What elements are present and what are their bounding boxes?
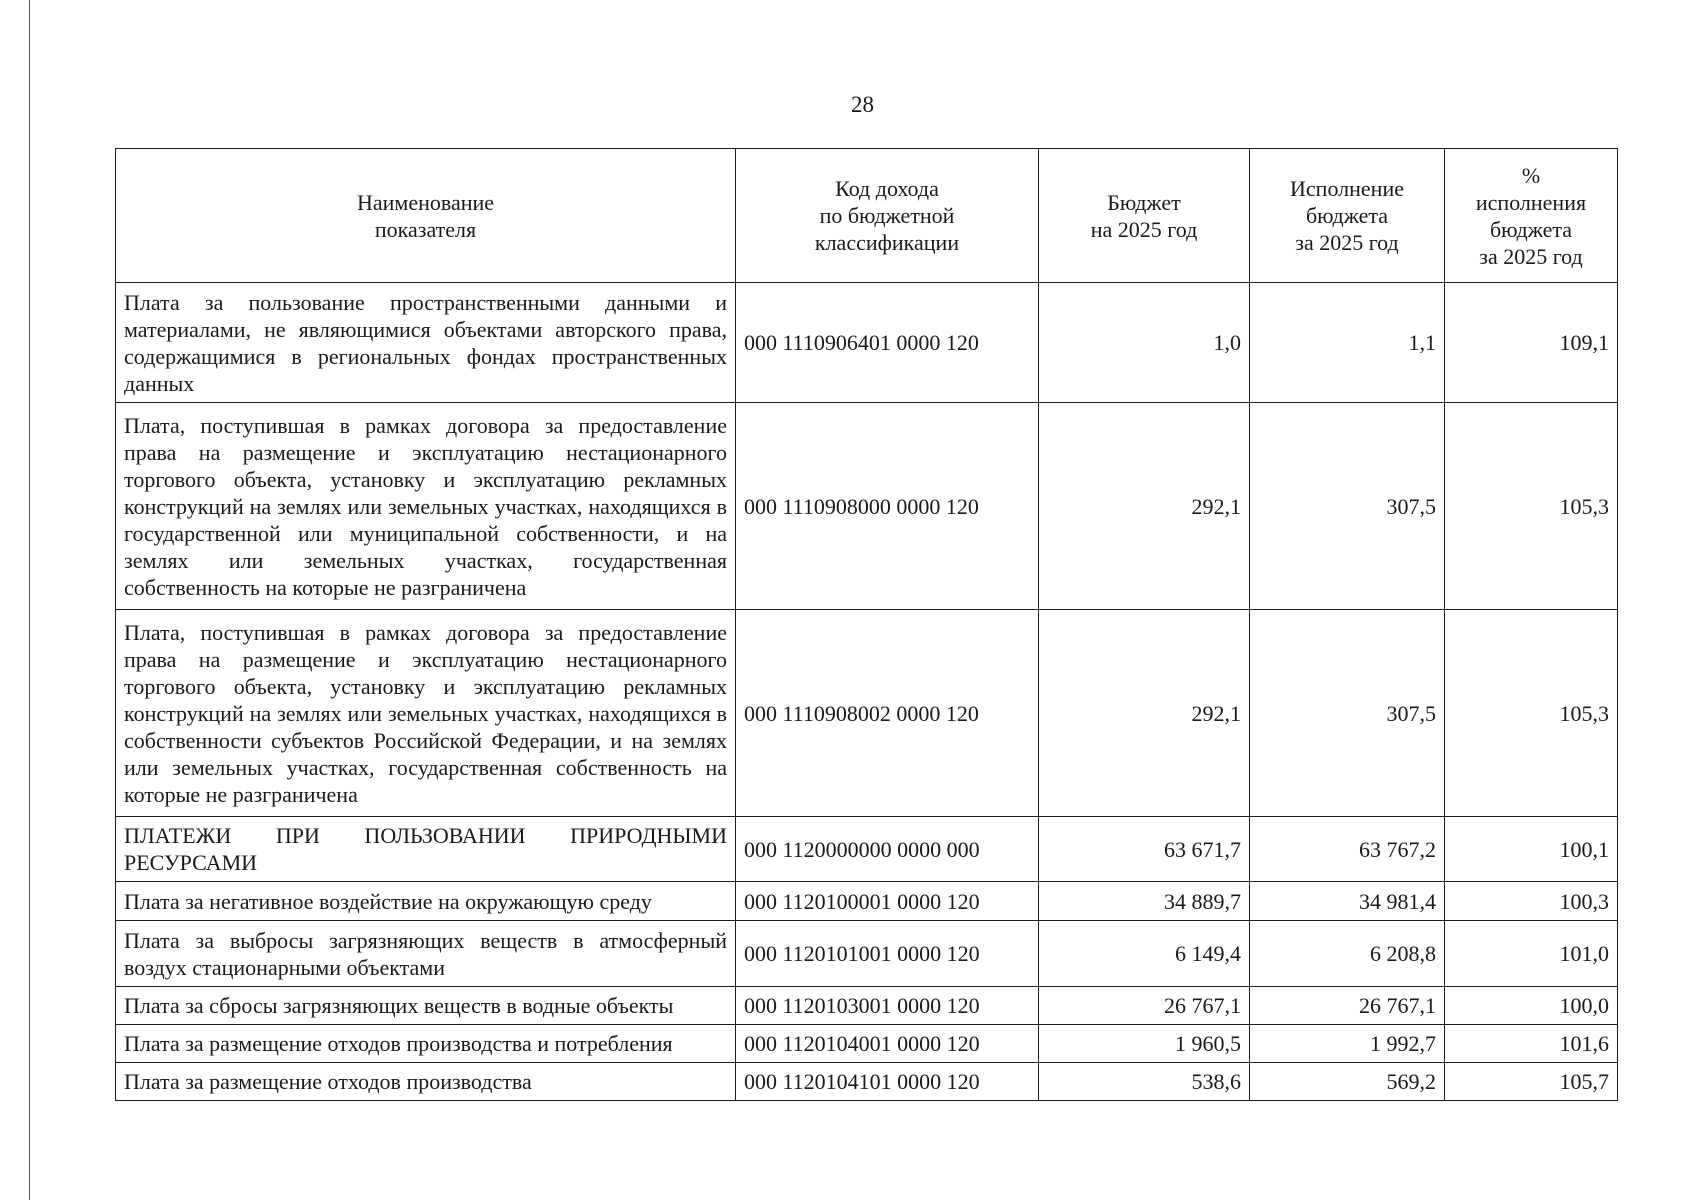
table-header-row bbox=[116, 149, 1618, 283]
row-budget: 6 149,4 bbox=[1039, 921, 1250, 987]
row-code: 000 1120101001 0000 120 bbox=[736, 921, 1039, 987]
row-name: Плата, поступившая в рамках договора за предоставление права на размещение и эксплуатацию нестационарного торгового объекта, установку и эксплуатацию рекламных конструкций на землях или земельных участках, находящихся в государственной или муниципальной собственности, и на землях или земельных участках, государственная собственность на которые не разграничена bbox=[116, 403, 736, 610]
row-budget: 1,0 bbox=[1039, 283, 1250, 403]
row-name: ПЛАТЕЖИ ПРИ ПОЛЬЗОВАНИИ ПРИРОДНЫМИ РЕСУРСАМИ bbox=[116, 817, 736, 882]
row-percent: 101,6 bbox=[1445, 1025, 1618, 1063]
row-percent: 100,0 bbox=[1445, 987, 1618, 1025]
row-budget: 292,1 bbox=[1039, 610, 1250, 817]
row-percent: 105,3 bbox=[1445, 403, 1618, 610]
table-row bbox=[116, 882, 1618, 921]
header-percent: % исполнения бюджета за 2025 год bbox=[1445, 149, 1618, 283]
row-code: 000 1110908002 0000 120 bbox=[736, 610, 1039, 817]
row-percent: 105,3 bbox=[1445, 610, 1618, 817]
row-budget: 26 767,1 bbox=[1039, 987, 1250, 1025]
row-name: Плата за негативное воздействие на окружающую среду bbox=[116, 882, 736, 921]
row-execution: 63 767,2 bbox=[1250, 817, 1445, 882]
row-name: Плата, поступившая в рамках договора за предоставление права на размещение и эксплуатацию нестационарного торгового объекта, установку и эксплуатацию рекламных конструкций на землях или земельных участках, находящихся в собственности субъектов Российской Федерации, и на землях или земельных участках, государственная собственность на которые не разграничена bbox=[116, 610, 736, 817]
row-execution: 26 767,1 bbox=[1250, 987, 1445, 1025]
row-name: Плата за размещение отходов производства и потребления bbox=[116, 1025, 736, 1063]
row-code: 000 1110908000 0000 120 bbox=[736, 403, 1039, 610]
row-code: 000 1120100001 0000 120 bbox=[736, 882, 1039, 921]
row-execution: 1,1 bbox=[1250, 283, 1445, 403]
row-execution: 569,2 bbox=[1250, 1063, 1445, 1101]
row-name: Плата за выбросы загрязняющих веществ в атмосферный воздух стационарными объектами bbox=[116, 921, 736, 987]
header-budget: Бюджет на 2025 год bbox=[1039, 149, 1250, 283]
page-margin-line bbox=[29, 0, 30, 1200]
page-number: 28 bbox=[851, 92, 874, 117]
row-budget: 34 889,7 bbox=[1039, 882, 1250, 921]
table-row bbox=[116, 283, 1618, 403]
row-budget: 292,1 bbox=[1039, 403, 1250, 610]
row-execution: 1 992,7 bbox=[1250, 1025, 1445, 1063]
table-row bbox=[116, 921, 1618, 987]
row-execution: 307,5 bbox=[1250, 403, 1445, 610]
row-percent: 105,7 bbox=[1445, 1063, 1618, 1101]
row-budget: 1 960,5 bbox=[1039, 1025, 1250, 1063]
row-code: 000 1120104101 0000 120 bbox=[736, 1063, 1039, 1101]
row-name: Плата за пользование пространственными данными и материалами, не являющимися объектами авторского права, содержащимися в региональных фондах пространственных данных bbox=[116, 283, 736, 403]
row-budget: 63 671,7 bbox=[1039, 817, 1250, 882]
row-code: 000 1120103001 0000 120 bbox=[736, 987, 1039, 1025]
row-code: 000 1120104001 0000 120 bbox=[736, 1025, 1039, 1063]
header-income-code: Код дохода по бюджетной классификации bbox=[736, 149, 1039, 283]
header-indicator-name: Наименование показателя bbox=[116, 149, 736, 283]
table-row bbox=[116, 403, 1618, 610]
table-row bbox=[116, 610, 1618, 817]
table-row bbox=[116, 817, 1618, 882]
row-percent: 100,3 bbox=[1445, 882, 1618, 921]
table-row bbox=[116, 987, 1618, 1025]
row-name: Плата за размещение отходов производства bbox=[116, 1063, 736, 1101]
budget-execution-table bbox=[115, 148, 1618, 1101]
row-percent: 101,0 bbox=[1445, 921, 1618, 987]
row-percent: 109,1 bbox=[1445, 283, 1618, 403]
row-budget: 538,6 bbox=[1039, 1063, 1250, 1101]
row-execution: 307,5 bbox=[1250, 610, 1445, 817]
row-percent: 100,1 bbox=[1445, 817, 1618, 882]
table-row bbox=[116, 1063, 1618, 1101]
row-name: Плата за сбросы загрязняющих веществ в водные объекты bbox=[116, 987, 736, 1025]
row-code: 000 1110906401 0000 120 bbox=[736, 283, 1039, 403]
row-execution: 34 981,4 bbox=[1250, 882, 1445, 921]
row-execution: 6 208,8 bbox=[1250, 921, 1445, 987]
table-row bbox=[116, 1025, 1618, 1063]
row-code: 000 1120000000 0000 000 bbox=[736, 817, 1039, 882]
header-execution: Исполнение бюджета за 2025 год bbox=[1250, 149, 1445, 283]
